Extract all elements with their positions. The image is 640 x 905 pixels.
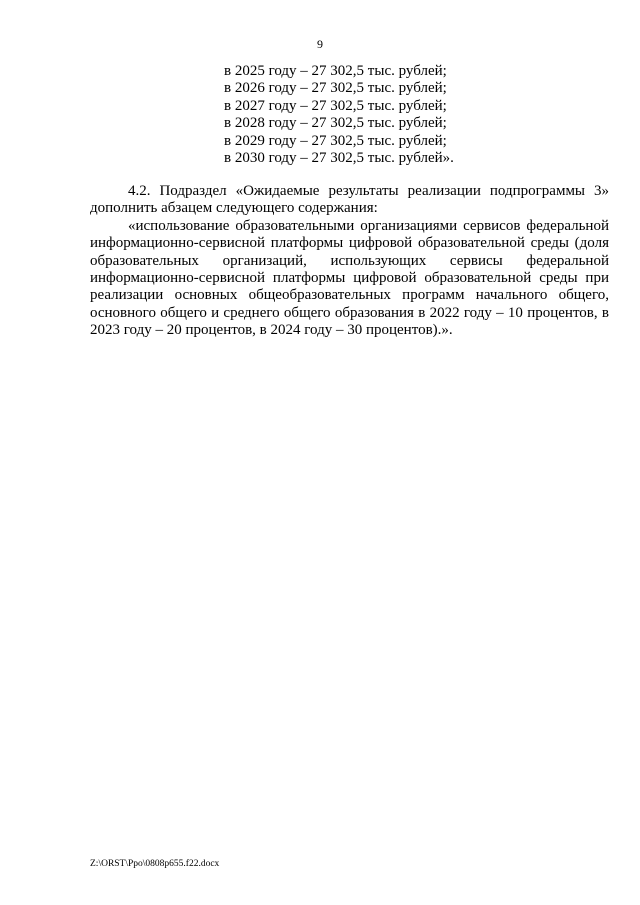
funding-line-2028: в 2028 году – 27 302,5 тыс. рублей; xyxy=(224,115,447,132)
funding-line-2029: в 2029 году – 27 302,5 тыс. рублей; xyxy=(224,132,447,149)
funding-list xyxy=(224,63,454,167)
footer-file-path: Z:\ORST\Ppo\0808p655.f22.docx xyxy=(90,859,220,869)
document-body xyxy=(90,183,609,340)
paragraph-section-4-2: 4.2. Подраздел «Ожидаемые результаты реализации подпрограммы 3» дополнить абзацем следующего содержания: xyxy=(90,183,609,217)
paragraph-new-indicator: «использование образовательными организациями сервисов федеральной информационно-сервисной платформы цифровой образовательной среды (доля образовательных организаций, использующих сервисы федеральной информационно-сервисной платформы цифровой образовательной среды при реализации основных общеобразовательных программ начального общего, основного общего и среднего общего образования в 2022 году – 10 процентов, в 2023 году – 20 процентов, в 2024 году – 30 процентов).». xyxy=(90,217,609,339)
funding-line-2030: в 2030 году – 27 302,5 тыс. рублей». xyxy=(224,150,454,167)
funding-line-2025: в 2025 году – 27 302,5 тыс. рублей; xyxy=(224,63,447,79)
funding-line-2027: в 2027 году – 27 302,5 тыс. рублей; xyxy=(224,97,447,114)
page-number: 9 xyxy=(317,37,323,51)
funding-line-2026: в 2026 году – 27 302,5 тыс. рублей; xyxy=(224,80,447,97)
